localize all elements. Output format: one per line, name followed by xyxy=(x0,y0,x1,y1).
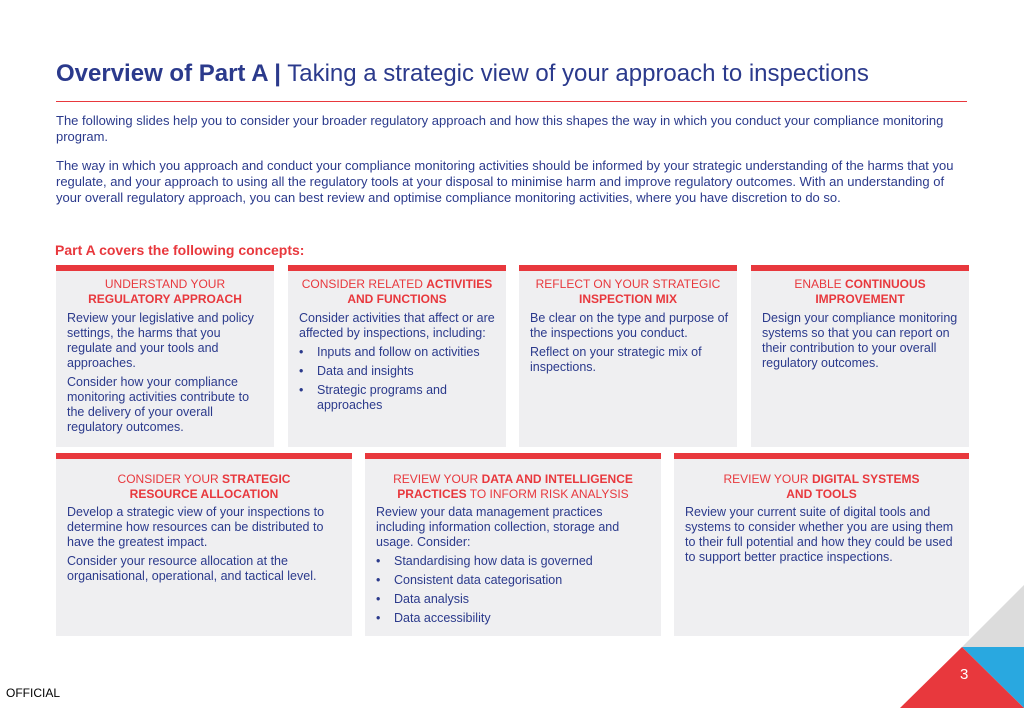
card-paragraph: Review your current suite of digital tools and systems to consider whether you are using them to their full potential and how they could be used to support better practice inspections. xyxy=(685,505,954,564)
card-paragraph: Consider your resource allocation at the organisational, operational, and tactical level. xyxy=(67,554,317,583)
list-item: • Data analysis xyxy=(376,592,653,607)
card-heading: REVIEW YOUR DIGITAL SYSTEMS AND TOOLS xyxy=(723,472,920,501)
card-body xyxy=(299,311,498,417)
card-data-intelligence xyxy=(365,453,661,636)
list-item: • Strategic programs and approaches xyxy=(299,383,498,413)
card-paragraph: Consider how your compliance monitoring activities contribute to the delivery of your overall regulatory outcomes. xyxy=(67,375,250,434)
list-item: • Standardising how data is governed xyxy=(376,554,653,569)
card-resource-allocation xyxy=(56,453,352,636)
title-rest: Taking a strategic view of your approach to inspections xyxy=(287,60,869,87)
card-heading: CONSIDER RELATED ACTIVITIES AND FUNCTIONS xyxy=(301,277,493,306)
card-body xyxy=(762,311,961,375)
card-bullet-list xyxy=(376,554,653,626)
intro-paragraph-2: The way in which you approach and conduct your compliance monitoring activities should be informed by your strategic understanding of the harms that you regulate, and your approach to using all the regulatory tools at your disposal to minimise harm and improve regulatory outcomes. With an understanding of your overall regulatory approach, you can best review and optimise compliance monitoring activities, where you have discretion to do so. xyxy=(56,158,954,205)
card-accent-bar xyxy=(751,265,969,271)
list-item: • Data and insights xyxy=(299,364,498,379)
card-accent-bar xyxy=(288,265,506,271)
corner-grey-triangle xyxy=(962,585,1024,647)
card-paragraph: Develop a strategic view of your inspections to determine how resources can be distributed to have the greatest impact. xyxy=(67,505,325,549)
list-item: • Consistent data categorisation xyxy=(376,573,653,588)
card-activities-functions xyxy=(288,265,506,447)
concepts-heading: Part A covers the following concepts: xyxy=(55,242,305,258)
card-body xyxy=(67,505,344,588)
card-heading: ENABLE CONTINUOUS IMPROVEMENT xyxy=(794,277,926,306)
list-item: • Data accessibility xyxy=(376,611,653,626)
card-body xyxy=(530,311,729,379)
card-continuous-improvement xyxy=(751,265,969,447)
title-bold: Overview of Part A | xyxy=(56,60,282,87)
card-paragraph: Review your legislative and policy settings, the harms that you regulate and your tools and approaches. xyxy=(67,311,254,370)
card-heading: UNDERSTAND YOUR REGULATORY APPROACH xyxy=(88,277,242,306)
card-paragraph: Reflect on your strategic mix of inspections. xyxy=(530,345,702,374)
page-number: 3 xyxy=(960,666,969,683)
card-bullet-list xyxy=(299,345,498,413)
card-heading: REFLECT ON YOUR STRATEGIC INSPECTION MIX xyxy=(535,277,721,306)
card-heading: REVIEW YOUR DATA AND INTELLIGENCE PRACTICES TO INFORM RISK ANALYSIS xyxy=(393,472,633,501)
page-title xyxy=(56,58,976,90)
card-paragraph: Consider activities that affect or are affected by inspections, including: xyxy=(299,311,495,340)
card-accent-bar xyxy=(674,453,969,459)
card-heading: CONSIDER YOUR STRATEGIC RESOURCE ALLOCATION xyxy=(117,472,291,501)
card-accent-bar xyxy=(365,453,661,459)
intro-paragraph-1: The following slides help you to consider your broader regulatory approach and how this shapes the way in which you conduct your compliance monitoring program. xyxy=(56,113,944,144)
card-inspection-mix xyxy=(519,265,737,447)
list-item: • Inputs and follow on activities xyxy=(299,345,498,360)
card-accent-bar xyxy=(56,453,352,459)
card-body xyxy=(685,505,961,569)
card-paragraph: Review your data management practices including information collection, storage and usage. Consider: xyxy=(376,505,620,549)
card-paragraph: Design your compliance monitoring systems so that you can report on their contribution to your overall regulatory outcomes. xyxy=(762,311,958,370)
card-body xyxy=(376,505,653,630)
card-accent-bar xyxy=(56,265,274,271)
card-accent-bar xyxy=(519,265,737,271)
card-regulatory-approach xyxy=(56,265,274,447)
classification-label: OFFICIAL xyxy=(6,686,61,700)
title-divider xyxy=(56,101,967,102)
card-body xyxy=(67,311,266,439)
card-paragraph: Be clear on the type and purpose of the inspections you conduct. xyxy=(530,311,729,340)
corner-decoration xyxy=(900,585,1024,708)
